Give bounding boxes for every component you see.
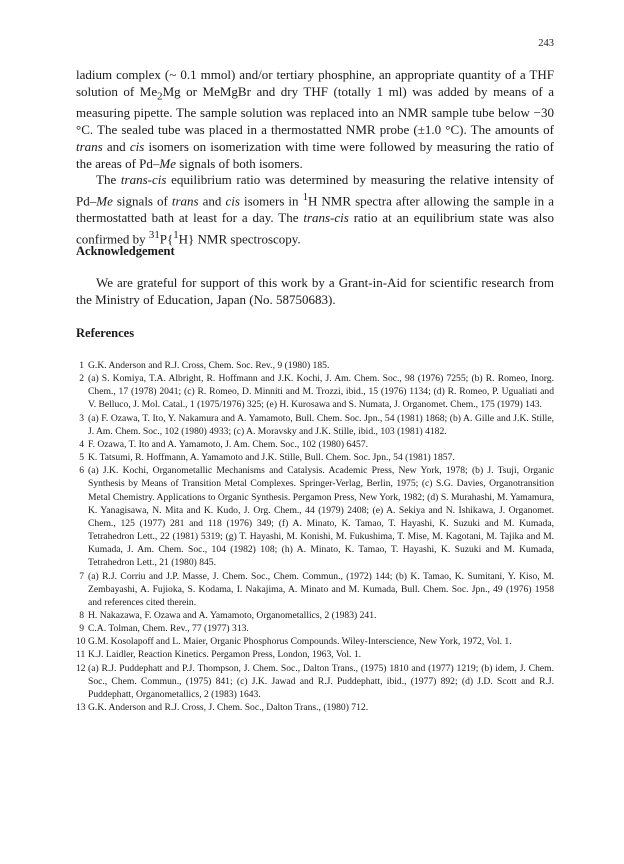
reference-number: 5	[79, 452, 84, 464]
reference-item	[76, 609, 554, 622]
reference-text: C.A. Tolman, Chem. Rev., 77 (1977) 313.	[88, 623, 249, 635]
reference-text: K.J. Laidler, Reaction Kinetics. Pergamon Press, London, 1963, Vol. 1.	[88, 649, 362, 661]
reference-item	[76, 372, 554, 411]
reference-item	[76, 438, 554, 451]
paragraph-1: ladium complex (~ 0.1 mmol) and/or tertiary phosphine, an appropriate quantity of a THF solution of $Me_2Mg$ or MeMgBr and dry THF (totally 1 ml) was added by means of a measuring pipette. The sample solution was replaced into an NMR sample tube below −30 °C. The sealed tube was placed in a thermostatted NMR probe (±1.0 °C). The amounts of trans and cis isomers on isomerization with time were followed by measuring the ratio of the areas of Pd–Me signals of both isomers.	[76, 67, 554, 171]
reference-item	[76, 648, 554, 661]
reference-number: 4	[79, 438, 84, 450]
reference-number: 2	[79, 373, 84, 385]
reference-number: 13	[76, 702, 86, 714]
references-heading: References	[76, 326, 135, 340]
reference-number: 6	[79, 465, 84, 477]
reference-list	[76, 359, 554, 714]
page-number: 243	[538, 38, 554, 49]
reference-item	[76, 622, 554, 635]
reference-item	[76, 701, 554, 714]
reference-number: 10	[76, 636, 86, 648]
reference-text: G.K. Anderson and R.J. Cross, J. Chem. Soc., Dalton Trans., (1980) 712.	[88, 702, 369, 714]
reference-text: (a) F. Ozawa, T. Ito, Y. Nakamura and A. Yamamoto, Bull. Chem. Soc. Jpn., 54 (1981) 1868; (b) A. Gille and J.K. Stille, J. Am. Chem. Soc., 102 (1980) 4933; (c) A. Moravsky and J.K. Stille, ibid., 103 (1981) 4182.	[88, 412, 554, 437]
reference-text: G.M. Kosolapoff and L. Maier, Organic Phosphorus Compounds. Wiley-Interscience, New York, 1972, Vol. 1.	[88, 636, 512, 648]
reference-number: 8	[79, 609, 84, 621]
reference-item	[76, 635, 554, 648]
acknowledgement-heading: Acknowledgement	[76, 244, 175, 258]
reference-item	[76, 412, 554, 438]
reference-item	[76, 570, 554, 609]
experimental-text	[76, 67, 554, 248]
acknowledgement-text: We are grateful for support of this work by a Grant-in-Aid for scientific research from the Ministry of Education, Japan (No. 58750683).	[76, 275, 554, 307]
reference-number: 12	[76, 662, 86, 674]
reference-number: 3	[79, 412, 84, 424]
reference-text: H. Nakazawa, F. Ozawa and A. Yamamoto, Organometallics, 2 (1983) 241.	[88, 609, 377, 621]
reference-number: 9	[79, 623, 84, 635]
reference-number: 11	[76, 649, 86, 661]
reference-text: K. Tatsumi, R. Hoffmann, A. Yamamoto and J.K. Stille, Bull. Chem. Soc. Jpn., 54 (1981) 1857.	[88, 452, 455, 464]
reference-text: (a) J.K. Kochi, Organometallic Mechanisms and Catalysis. Academic Press, New York, 1978; (b) J. Tsuji, Organic Synthesis by Means of Transition Metal Complexes. Springer-Verlag, Berlin, 1975; (c) S.G. Davies, Organotransition Metal Chemistry. Applications to Organic Synthesis. Pergamon Press, New York, 1982; (d) S. Murahashi, M. Yamamura, K. Yanagisawa, N. Mita and K. Kudo, J. Org. Chem., 44 (1979) 2408; (e) A. Sekiya and N. Ishikawa, J. Organomet. Chem., 125 (1977) 281 and 118 (1976) 349; (f) A. Minato, K. Tamao, T. Hayashi, K. Suzuki and M. Kumada, Tetrahedron Lett., 22 (1981) 5319; (g) T. Hayashi, M. Konishi, M. Fukushima, T. Mise, M. Kagotani, M. Tajika and M. Kumada, J. Am. Chem. Soc., 104 (1982) 108; (h) A. Minato, K. Tamao, T. Hayashi, K. Suzuki and M. Kumada, Tetrahedron Lett., 21 (1980) 845.	[88, 465, 554, 569]
reference-text: (a) R.J. Corriu and J.P. Masse, J. Chem. Soc., Chem. Commun., (1972) 144; (b) K. Tamao, K. Sumitani, Y. Kiso, M. Zembayashi, A. Fujioka, S. Kodama, I. Nakajima, A. Minato and M. Kumada, Bull. Chem. Soc. Jpn., 49 (1976) 1958 and references cited therein.	[88, 570, 554, 608]
reference-item	[76, 359, 554, 372]
paragraph-2: The trans-cis equilibrium ratio was determined by measuring the relative intensity of Pd–Me signals of trans and cis isomers in $^1$H NMR spectra after allowing the sample in a thermostatted bath at least for a day. The trans-cis ratio at an equilibrium state was also confirmed by $^{31}$P{$^1$H} NMR spectroscopy.	[76, 172, 554, 247]
reference-item	[76, 464, 554, 569]
reference-item	[76, 662, 554, 701]
reference-number: 7	[79, 570, 84, 582]
reference-item	[76, 451, 554, 464]
reference-text: G.K. Anderson and R.J. Cross, Chem. Soc. Rev., 9 (1980) 185.	[88, 360, 330, 371]
reference-number: 1	[79, 360, 84, 371]
reference-text: F. Ozawa, T. Ito and A. Yamamoto, J. Am. Chem. Soc., 102 (1980) 6457.	[88, 438, 369, 450]
reference-text: (a) S. Komiya, T.A. Albright, R. Hoffmann and J.K. Kochi, J. Am. Chem. Soc., 98 (1976) 7255; (b) R. Romeo, Inorg. Chem., 17 (1978) 2041; (c) R. Romeo, D. Minniti and M. Trozzi, ibid., 15 (1976) 1134; (d) R. Romeo, P. Ugualiati and V. Belluco, J. Mol. Catal., 1 (1975/1976) 325; (e) H. Kurosawa and S. Numata, J. Organomet. Chem., 175 (1979) 143.	[88, 373, 554, 411]
reference-text: (a) R.J. Puddephatt and P.J. Thompson, J. Chem. Soc., Dalton Trans., (1975) 1810 and (1977) 1219; (b) idem, J. Chem. Soc., Chem. Commun., (1975) 841; (c) J.K. Jawad and R.J. Puddephatt, ibid., (1977) 892; (d) J.D. Scott and R.J. Puddephatt, Organometallics, 2 (1983) 1643.	[88, 662, 554, 700]
